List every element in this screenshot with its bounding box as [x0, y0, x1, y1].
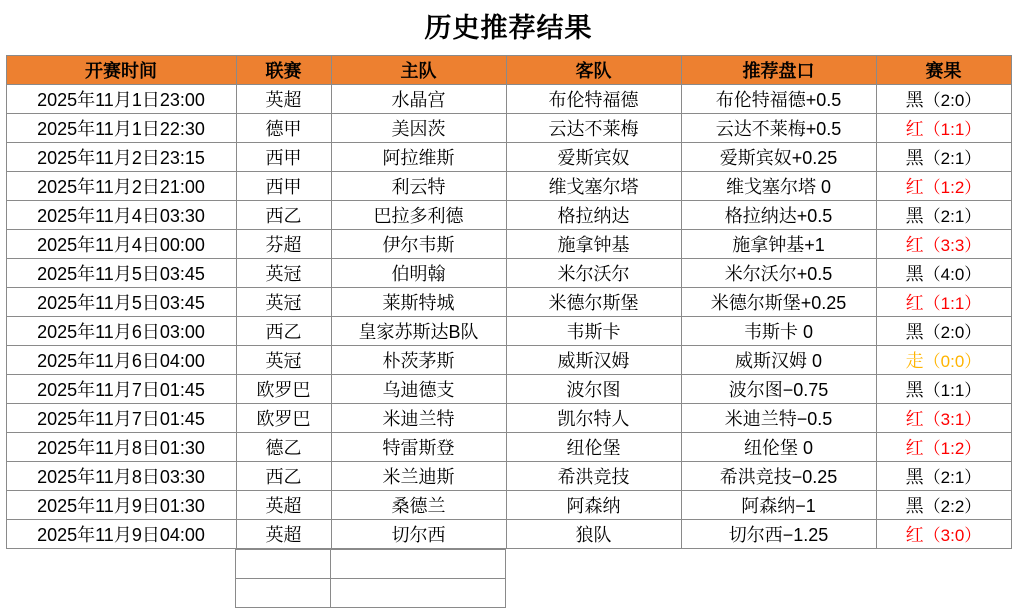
cell-home-team: 朴茨茅斯 — [331, 346, 506, 375]
cell-recommendation: 希洪竞技−0.25 — [681, 462, 876, 491]
cell-time: 2025年11月5日03:45 — [6, 288, 236, 317]
result-badge: 红 — [905, 177, 924, 197]
result-badge: 红 — [905, 235, 924, 255]
cell-recommendation: 威斯汉姆 0 — [681, 346, 876, 375]
result-badge: 黑 — [905, 264, 924, 284]
empty-cell — [506, 579, 681, 608]
cell-away-team: 韦斯卡 — [506, 317, 681, 346]
table-row — [6, 404, 1011, 433]
cell-away-team: 波尔图 — [506, 375, 681, 404]
cell-home-team: 美因茨 — [331, 114, 506, 143]
cell-home-team: 莱斯特城 — [331, 288, 506, 317]
table-row — [6, 317, 1011, 346]
result-badge: 红 — [905, 293, 924, 313]
column-header-away: 客队 — [506, 56, 681, 85]
table-row — [6, 579, 1011, 608]
table-row — [6, 346, 1011, 375]
empty-cell — [876, 550, 1011, 579]
column-header-time: 开赛时间 — [6, 56, 236, 85]
empty-cell — [331, 579, 506, 608]
cell-league: 德甲 — [236, 114, 331, 143]
cell-league: 英超 — [236, 85, 331, 114]
result-score: （2:2） — [923, 497, 982, 516]
page-title: 历史推荐结果 — [424, 13, 593, 43]
cell-home-team: 伯明翰 — [331, 259, 506, 288]
cell-home-team: 米兰迪斯 — [331, 462, 506, 491]
cell-home-team: 桑德兰 — [331, 491, 506, 520]
cell-away-team: 米尔沃尔 — [506, 259, 681, 288]
result-score: （1:2） — [923, 439, 982, 458]
empty-cell — [876, 579, 1011, 608]
cell-result — [876, 288, 1011, 317]
result-score: （1:2） — [923, 178, 982, 197]
cell-recommendation: 米德尔斯堡+0.25 — [681, 288, 876, 317]
cell-time: 2025年11月4日00:00 — [6, 230, 236, 259]
result-badge: 黑 — [905, 322, 924, 342]
cell-home-team: 特雷斯登 — [331, 433, 506, 462]
table-row — [6, 172, 1011, 201]
table-row — [6, 114, 1011, 143]
empty-cell — [681, 550, 876, 579]
cell-league: 西乙 — [236, 317, 331, 346]
result-badge: 黑 — [905, 467, 924, 487]
cell-league: 芬超 — [236, 230, 331, 259]
cell-result — [876, 172, 1011, 201]
cell-result — [876, 259, 1011, 288]
cell-time: 2025年11月8日03:30 — [6, 462, 236, 491]
cell-time: 2025年11月2日23:15 — [6, 143, 236, 172]
cell-league: 欧罗巴 — [236, 375, 331, 404]
cell-result — [876, 346, 1011, 375]
cell-result — [876, 462, 1011, 491]
result-score: （4:0） — [923, 265, 982, 284]
table-row — [6, 550, 1011, 579]
cell-time: 2025年11月7日01:45 — [6, 404, 236, 433]
cell-time: 2025年11月5日03:45 — [6, 259, 236, 288]
cell-home-team: 巴拉多利德 — [331, 201, 506, 230]
cell-result — [876, 85, 1011, 114]
cell-league: 德乙 — [236, 433, 331, 462]
result-score: （0:0） — [923, 352, 982, 371]
cell-league: 英冠 — [236, 288, 331, 317]
empty-cell — [331, 550, 506, 579]
cell-home-team: 乌迪德支 — [331, 375, 506, 404]
cell-time: 2025年11月7日01:45 — [6, 375, 236, 404]
cell-recommendation: 米迪兰特−0.5 — [681, 404, 876, 433]
cell-time: 2025年11月6日03:00 — [6, 317, 236, 346]
cell-recommendation: 爱斯宾奴+0.25 — [681, 143, 876, 172]
column-header-home: 主队 — [331, 56, 506, 85]
cell-away-team: 狼队 — [506, 520, 681, 549]
result-badge: 走 — [905, 351, 924, 371]
result-score: （3:3） — [923, 236, 982, 255]
cell-league: 西甲 — [236, 172, 331, 201]
result-score: （2:0） — [923, 91, 982, 110]
table-row — [6, 491, 1011, 520]
table-row — [6, 259, 1011, 288]
table-row — [6, 201, 1011, 230]
table-row — [6, 462, 1011, 491]
empty-cell — [236, 579, 331, 608]
cell-result — [876, 230, 1011, 259]
cell-away-team: 希洪竞技 — [506, 462, 681, 491]
cell-away-team: 维戈塞尔塔 — [506, 172, 681, 201]
cell-away-team: 凯尔特人 — [506, 404, 681, 433]
cell-time: 2025年11月9日01:30 — [6, 491, 236, 520]
result-badge: 黑 — [905, 206, 924, 226]
cell-home-team: 利云特 — [331, 172, 506, 201]
cell-away-team: 云达不莱梅 — [506, 114, 681, 143]
cell-time: 2025年11月1日23:00 — [6, 85, 236, 114]
cell-home-team: 皇家苏斯达B队 — [331, 317, 506, 346]
cell-recommendation: 格拉纳达+0.5 — [681, 201, 876, 230]
column-header-league: 联赛 — [236, 56, 331, 85]
table-body — [6, 85, 1011, 549]
cell-recommendation: 施拿钟基+1 — [681, 230, 876, 259]
empty-cell — [6, 550, 236, 579]
result-score: （2:1） — [923, 207, 982, 226]
result-badge: 黑 — [905, 496, 924, 516]
cell-league: 英冠 — [236, 259, 331, 288]
cell-time: 2025年11月6日04:00 — [6, 346, 236, 375]
empty-cell — [506, 550, 681, 579]
column-header-recommendation: 推荐盘口 — [681, 56, 876, 85]
cell-league: 西乙 — [236, 462, 331, 491]
cell-recommendation: 波尔图−0.75 — [681, 375, 876, 404]
result-badge: 黑 — [905, 148, 924, 168]
cell-recommendation: 布伦特福德+0.5 — [681, 85, 876, 114]
cell-away-team: 布伦特福德 — [506, 85, 681, 114]
empty-cell — [236, 550, 331, 579]
cell-home-team: 水晶宫 — [331, 85, 506, 114]
empty-cell — [6, 579, 236, 608]
cell-time: 2025年11月1日22:30 — [6, 114, 236, 143]
cell-result — [876, 375, 1011, 404]
cell-home-team: 切尔西 — [331, 520, 506, 549]
column-header-result: 赛果 — [876, 56, 1011, 85]
cell-recommendation: 韦斯卡 0 — [681, 317, 876, 346]
table-row — [6, 433, 1011, 462]
empty-rows-area — [6, 549, 1012, 608]
result-badge: 红 — [905, 525, 924, 545]
cell-away-team: 爱斯宾奴 — [506, 143, 681, 172]
cell-home-team: 伊尔韦斯 — [331, 230, 506, 259]
cell-away-team: 威斯汉姆 — [506, 346, 681, 375]
cell-recommendation: 切尔西−1.25 — [681, 520, 876, 549]
table-row — [6, 230, 1011, 259]
cell-league: 西乙 — [236, 201, 331, 230]
cell-away-team: 阿森纳 — [506, 491, 681, 520]
cell-away-team: 纽伦堡 — [506, 433, 681, 462]
cell-home-team: 阿拉维斯 — [331, 143, 506, 172]
result-score: （1:1） — [923, 294, 982, 313]
result-score: （3:1） — [923, 410, 982, 429]
cell-result — [876, 143, 1011, 172]
table-row — [6, 85, 1011, 114]
cell-away-team: 格拉纳达 — [506, 201, 681, 230]
result-badge: 黑 — [905, 90, 924, 110]
cell-result — [876, 433, 1011, 462]
result-score: （2:1） — [923, 468, 982, 487]
cell-result — [876, 491, 1011, 520]
result-badge: 红 — [905, 409, 924, 429]
cell-result — [876, 201, 1011, 230]
table-row — [6, 143, 1011, 172]
cell-time: 2025年11月8日01:30 — [6, 433, 236, 462]
cell-recommendation: 维戈塞尔塔 0 — [681, 172, 876, 201]
cell-league: 欧罗巴 — [236, 404, 331, 433]
cell-recommendation: 米尔沃尔+0.5 — [681, 259, 876, 288]
cell-home-team: 米迪兰特 — [331, 404, 506, 433]
result-badge: 红 — [905, 119, 924, 139]
cell-recommendation: 阿森纳−1 — [681, 491, 876, 520]
cell-recommendation: 云达不莱梅+0.5 — [681, 114, 876, 143]
history-results-table — [6, 55, 1012, 549]
cell-recommendation: 纽伦堡 0 — [681, 433, 876, 462]
empty-cell — [681, 579, 876, 608]
cell-away-team: 米德尔斯堡 — [506, 288, 681, 317]
table-row — [6, 288, 1011, 317]
cell-away-team: 施拿钟基 — [506, 230, 681, 259]
cell-time: 2025年11月4日03:30 — [6, 201, 236, 230]
cell-result — [876, 317, 1011, 346]
result-badge: 红 — [905, 438, 924, 458]
table-row — [6, 520, 1011, 549]
result-score: （1:1） — [923, 381, 982, 400]
cell-league: 西甲 — [236, 143, 331, 172]
cell-league: 英超 — [236, 491, 331, 520]
result-score: （2:1） — [923, 149, 982, 168]
table-header-row — [6, 56, 1011, 85]
result-score: （3:0） — [923, 526, 982, 545]
cell-result — [876, 404, 1011, 433]
cell-league: 英冠 — [236, 346, 331, 375]
cell-result — [876, 520, 1011, 549]
cell-league: 英超 — [236, 520, 331, 549]
result-score: （2:0） — [923, 323, 982, 342]
result-score: （1:1） — [923, 120, 982, 139]
cell-time: 2025年11月9日04:00 — [6, 520, 236, 549]
cell-time: 2025年11月2日21:00 — [6, 172, 236, 201]
result-badge: 黑 — [905, 380, 924, 400]
cell-result — [876, 114, 1011, 143]
table-row — [6, 375, 1011, 404]
